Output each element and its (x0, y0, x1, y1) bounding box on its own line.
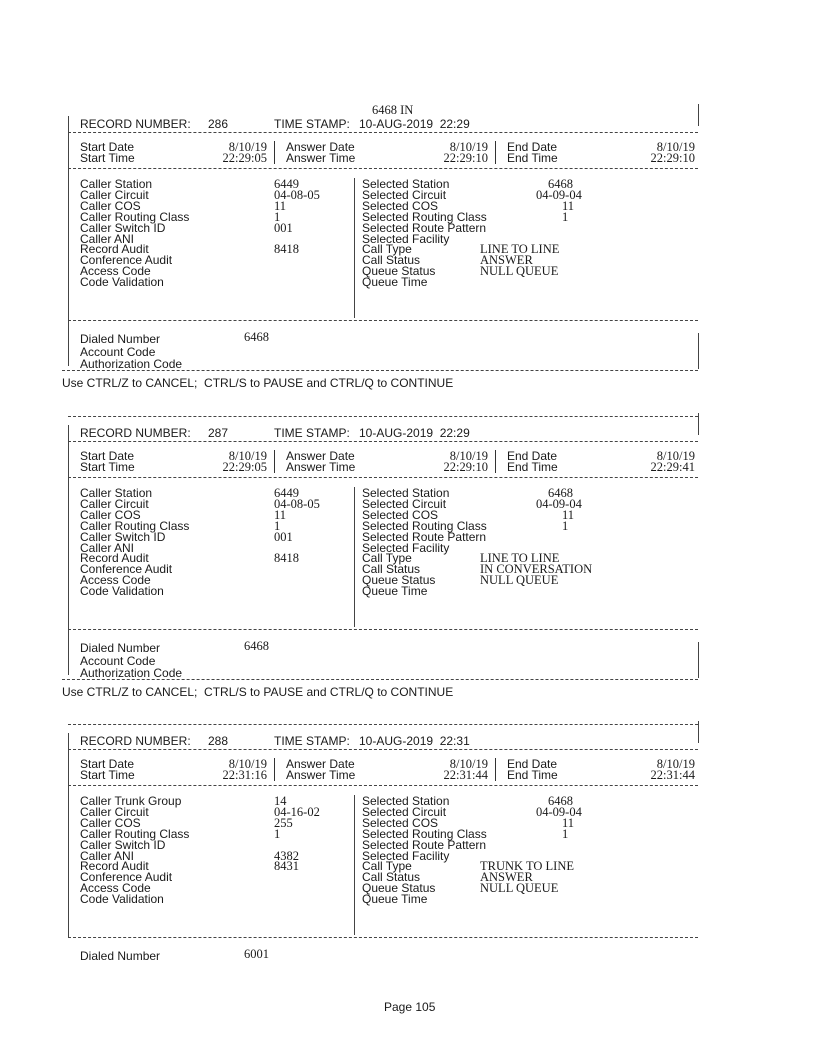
code-validation-label: Code Validation (80, 275, 164, 289)
record-number-label: RECORD NUMBER: (80, 117, 191, 131)
selected-circuit-label: Selected Circuit (362, 188, 447, 202)
caller-routing-class-value: 1 (274, 519, 281, 533)
start-time-label: Start Time (80, 151, 135, 165)
record-audit-value: 8418 (274, 551, 299, 565)
dialed-number-label: Dialed Number (80, 332, 161, 346)
dialed-right-border (698, 333, 699, 369)
dialed-number-label: Dialed Number (80, 949, 161, 963)
selected-station-label: Selected Station (362, 794, 450, 808)
answer-time-label: Answer Time (286, 768, 356, 782)
selected-station-value: 6468 (548, 177, 573, 191)
dates-rule (68, 477, 698, 478)
caller-switch-id-value: 001 (274, 221, 293, 235)
column-divider (354, 795, 355, 935)
selected-cos-value: 11 (562, 508, 575, 522)
caller-circuit-label: Caller Circuit (80, 497, 149, 511)
dialed-number-value: 6001 (244, 947, 269, 961)
end-time-label: End Time (507, 460, 558, 474)
selected-station-label: Selected Station (362, 177, 450, 191)
call-type-value: LINE TO LINE (480, 242, 560, 256)
start-time-label: Start Time (80, 768, 135, 782)
header-rule (68, 132, 698, 133)
selected-circuit-value: 04-09-04 (536, 188, 582, 202)
caller-routing-class-value: 1 (274, 210, 281, 224)
caller-switch-id-value: 001 (274, 530, 293, 544)
call-status-label: Call Status (362, 562, 421, 576)
extension-header: 6468 IN (372, 103, 414, 117)
caller-cos-label: Caller COS (80, 508, 141, 522)
answer-time-value: 22:29:10 (443, 151, 488, 165)
caller-first-label: Caller Station (80, 486, 153, 500)
time-divider-left (274, 461, 275, 473)
queue-status-label: Queue Status (362, 881, 436, 895)
header-rule (68, 441, 698, 442)
call-status-value: ANSWER (480, 870, 533, 884)
time-divider-left (274, 152, 275, 164)
caller-first-value: 14 (274, 794, 287, 808)
queue-status-value: NULL QUEUE (480, 264, 559, 278)
queue-time-label: Queue Time (362, 892, 428, 906)
caller-circuit-label: Caller Circuit (80, 188, 149, 202)
record-bottom-rule (62, 679, 698, 680)
start-date-label: Start Date (80, 140, 135, 154)
access-code-label: Access Code (80, 573, 151, 587)
time-divider-left (274, 769, 275, 781)
column-divider (354, 487, 355, 627)
call-status-label: Call Status (362, 253, 421, 267)
start-date-value: 8/10/19 (228, 449, 267, 463)
end-date-label: End Date (507, 757, 558, 771)
caller-routing-class-label: Caller Routing Class (80, 519, 190, 533)
control-prompt: Use CTRL/Z to CANCEL; CTRL/S to PAUSE and CTRL/Q to CONTINUE (62, 376, 454, 390)
selected-route-pattern-label: Selected Route Pattern (362, 530, 487, 544)
record-right-border (698, 721, 699, 743)
answer-time-value: 22:31:44 (443, 768, 488, 782)
account-code-label: Account Code (80, 654, 156, 668)
start-date-label: Start Date (80, 757, 135, 771)
end-date-label: End Date (507, 449, 558, 463)
caller-cos-value: 11 (274, 508, 287, 522)
start-time-value: 22:29:05 (222, 151, 267, 165)
answer-date-value: 8/10/19 (449, 449, 488, 463)
caller-cos-value: 11 (274, 199, 287, 213)
column-divider (354, 178, 355, 318)
record-audit-value: 8418 (274, 242, 299, 256)
selected-routing-class-value: 1 (562, 827, 569, 841)
selected-route-pattern-label: Selected Route Pattern (362, 838, 487, 852)
main-rule (68, 629, 698, 630)
selected-station-value: 6468 (548, 794, 573, 808)
call-status-value: IN CONVERSATION (480, 562, 593, 576)
call-status-label: Call Status (362, 870, 421, 884)
record-top-rule (68, 724, 698, 725)
conference-audit-label: Conference Audit (80, 562, 173, 576)
queue-status-value: NULL QUEUE (480, 881, 559, 895)
selected-cos-label: Selected COS (362, 199, 439, 213)
header-rule (68, 749, 698, 750)
access-code-label: Access Code (80, 881, 151, 895)
record-left-border (68, 733, 69, 937)
queue-time-label: Queue Time (362, 584, 428, 598)
call-type-label: Call Type (362, 242, 412, 256)
record-number-label: RECORD NUMBER: (80, 734, 191, 748)
caller-first-label: Caller Trunk Group (80, 794, 182, 808)
page-number: Page 105 (384, 1000, 436, 1014)
answer-time-label: Answer Time (286, 151, 356, 165)
account-code-label: Account Code (80, 345, 156, 359)
record-number-value: 286 (208, 117, 229, 131)
caller-first-value: 6449 (274, 486, 299, 500)
start-time-label: Start Time (80, 460, 135, 474)
queue-status-label: Queue Status (362, 264, 436, 278)
answer-date-label: Answer Date (286, 140, 355, 154)
selected-circuit-label: Selected Circuit (362, 805, 447, 819)
start-time-value: 22:29:05 (222, 460, 267, 474)
caller-circuit-value: 04-08-05 (274, 188, 320, 202)
caller-ani-label: Caller ANI (80, 849, 135, 863)
record-audit-label: Record Audit (80, 859, 149, 873)
record-right-border (698, 104, 699, 126)
selected-routing-class-value: 1 (562, 210, 569, 224)
answer-time-label: Answer Time (286, 460, 356, 474)
caller-switch-id-label: Caller Switch ID (80, 838, 166, 852)
end-time-label: End Time (507, 151, 558, 165)
queue-status-label: Queue Status (362, 573, 436, 587)
selected-routing-class-label: Selected Routing Class (362, 827, 487, 841)
conference-audit-label: Conference Audit (80, 870, 173, 884)
selected-routing-class-label: Selected Routing Class (362, 519, 487, 533)
queue-time-label: Queue Time (362, 275, 428, 289)
selected-facility-label: Selected Facility (362, 232, 450, 246)
caller-routing-class-label: Caller Routing Class (80, 210, 190, 224)
caller-circuit-value: 04-08-05 (274, 497, 320, 511)
time-stamp-value: 10-AUG-2019 22:29 (359, 117, 470, 131)
caller-cos-label: Caller COS (80, 199, 141, 213)
record-audit-label: Record Audit (80, 242, 149, 256)
selected-cos-label: Selected COS (362, 508, 439, 522)
selected-cos-value: 11 (562, 199, 575, 213)
caller-switch-id-label: Caller Switch ID (80, 221, 166, 235)
time-stamp-value: 10-AUG-2019 22:31 (359, 734, 470, 748)
end-time-value: 22:29:10 (650, 151, 695, 165)
record-bottom-rule (62, 370, 698, 371)
record-number-value: 288 (208, 734, 229, 748)
answer-time-value: 22:29:10 (443, 460, 488, 474)
call-type-value: TRUNK TO LINE (480, 859, 574, 873)
answer-date-value: 8/10/19 (449, 757, 488, 771)
call-status-value: ANSWER (480, 253, 533, 267)
selected-cos-label: Selected COS (362, 816, 439, 830)
selected-routing-class-value: 1 (562, 519, 569, 533)
conference-audit-label: Conference Audit (80, 253, 173, 267)
selected-cos-value: 11 (562, 816, 575, 830)
selected-station-label: Selected Station (362, 486, 450, 500)
time-divider-right (495, 769, 496, 781)
record-number-label: RECORD NUMBER: (80, 426, 191, 440)
dates-rule (68, 168, 698, 169)
end-time-value: 22:31:44 (650, 768, 695, 782)
answer-date-value: 8/10/19 (449, 140, 488, 154)
code-validation-label: Code Validation (80, 584, 164, 598)
dialed-right-border (698, 642, 699, 678)
time-divider-right (495, 461, 496, 473)
dialed-number-label: Dialed Number (80, 641, 161, 655)
answer-date-label: Answer Date (286, 449, 355, 463)
dialed-number-value: 6468 (244, 330, 269, 344)
selected-routing-class-label: Selected Routing Class (362, 210, 487, 224)
time-stamp-value: 10-AUG-2019 22:29 (359, 426, 470, 440)
selected-circuit-label: Selected Circuit (362, 497, 447, 511)
record-audit-label: Record Audit (80, 551, 149, 565)
start-date-value: 8/10/19 (228, 140, 267, 154)
start-date-label: Start Date (80, 449, 135, 463)
end-time-value: 22:29:41 (650, 460, 695, 474)
selected-circuit-value: 04-09-04 (536, 805, 582, 819)
end-time-label: End Time (507, 768, 558, 782)
main-rule (68, 937, 698, 938)
caller-routing-class-label: Caller Routing Class (80, 827, 190, 841)
control-prompt: Use CTRL/Z to CANCEL; CTRL/S to PAUSE and CTRL/Q to CONTINUE (62, 685, 454, 699)
authorization-code-label: Authorization Code (80, 357, 183, 371)
time-stamp-label: TIME STAMP: (274, 117, 350, 131)
caller-circuit-label: Caller Circuit (80, 805, 149, 819)
record-top-rule (68, 416, 698, 417)
main-rule (68, 320, 698, 321)
caller-cos-label: Caller COS (80, 816, 141, 830)
time-divider-right (495, 152, 496, 164)
selected-route-pattern-label: Selected Route Pattern (362, 221, 487, 235)
time-stamp-label: TIME STAMP: (274, 426, 350, 440)
end-date-value: 8/10/19 (656, 140, 695, 154)
caller-routing-class-value: 1 (274, 827, 281, 841)
answer-date-label: Answer Date (286, 757, 355, 771)
dates-rule (68, 785, 698, 786)
selected-facility-label: Selected Facility (362, 541, 450, 555)
record-right-border (698, 413, 699, 435)
authorization-code-label: Authorization Code (80, 666, 183, 680)
selected-circuit-value: 04-09-04 (536, 497, 582, 511)
call-type-label: Call Type (362, 551, 412, 565)
record-number-value: 287 (208, 426, 229, 440)
selected-facility-label: Selected Facility (362, 849, 450, 863)
record-left-border (68, 425, 69, 675)
record-audit-value: 8431 (274, 859, 299, 873)
start-date-value: 8/10/19 (228, 757, 267, 771)
time-stamp-label: TIME STAMP: (274, 734, 350, 748)
end-date-label: End Date (507, 140, 558, 154)
end-date-value: 8/10/19 (656, 449, 695, 463)
code-validation-label: Code Validation (80, 892, 164, 906)
caller-switch-id-label: Caller Switch ID (80, 530, 166, 544)
start-time-value: 22:31:16 (222, 768, 267, 782)
record-left-border (68, 116, 69, 366)
caller-ani-label: Caller ANI (80, 541, 135, 555)
access-code-label: Access Code (80, 264, 151, 278)
caller-cos-value: 255 (274, 816, 293, 830)
queue-status-value: NULL QUEUE (480, 573, 559, 587)
caller-circuit-value: 04-16-02 (274, 805, 320, 819)
caller-ani-value: 4382 (274, 849, 299, 863)
call-type-label: Call Type (362, 859, 412, 873)
call-type-value: LINE TO LINE (480, 551, 560, 565)
dialed-number-value: 6468 (244, 639, 269, 653)
caller-ani-label: Caller ANI (80, 232, 135, 246)
caller-first-value: 6449 (274, 177, 299, 191)
selected-station-value: 6468 (548, 486, 573, 500)
end-date-value: 8/10/19 (656, 757, 695, 771)
caller-first-label: Caller Station (80, 177, 153, 191)
